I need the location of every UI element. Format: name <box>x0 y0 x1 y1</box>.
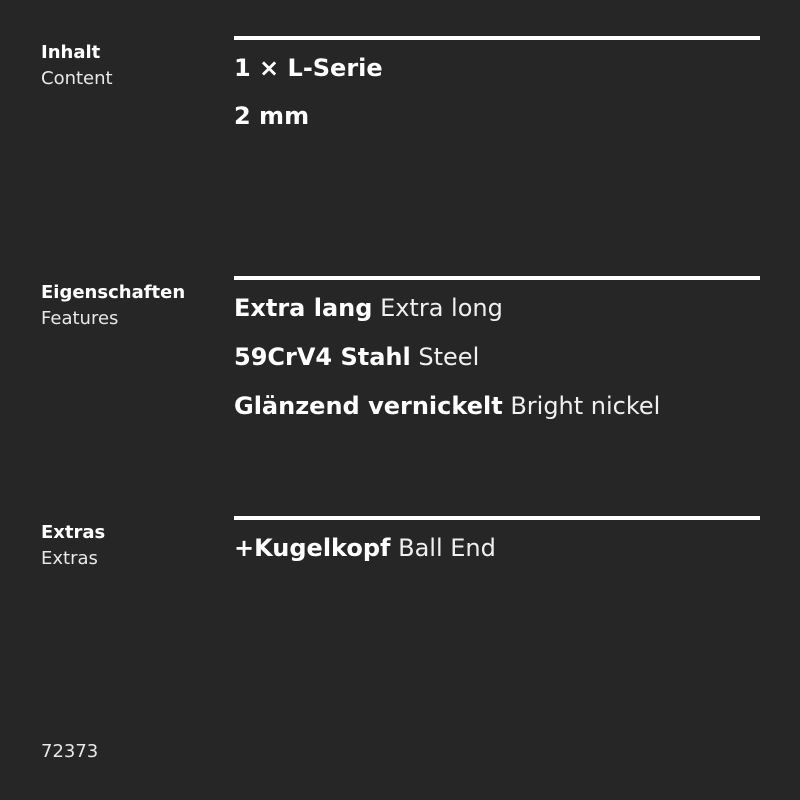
section-divider <box>234 516 760 520</box>
section-label-en: Extras <box>41 548 98 569</box>
section-label-en: Features <box>41 308 119 329</box>
spec-line <box>234 293 503 323</box>
section-label-de: Inhalt <box>41 42 101 63</box>
spec-value-en: Steel <box>418 343 480 371</box>
section-divider <box>234 36 760 40</box>
spec-value-de: 1 × L-Serie <box>234 54 383 82</box>
spec-line <box>234 391 660 421</box>
spec-value-de: 2 mm <box>234 102 310 130</box>
spec-value-de: Glänzend vernickelt <box>234 392 503 420</box>
spec-line <box>234 101 309 131</box>
spec-value-en: Extra long <box>380 294 503 322</box>
spec-value-en: Bright nickel <box>510 392 661 420</box>
section-label-de: Eigenschaften <box>41 282 186 303</box>
spec-line <box>234 342 479 372</box>
section-label-en: Content <box>41 68 113 89</box>
spec-value-en: Ball End <box>398 534 496 562</box>
spec-line <box>234 533 496 563</box>
section-label-de: Extras <box>41 522 106 543</box>
spec-line <box>234 53 383 83</box>
spec-value-de: Extra lang <box>234 294 373 322</box>
spec-value-de: 59CrV4 Stahl <box>234 343 411 371</box>
spec-value-de: +Kugelkopf <box>234 534 391 562</box>
article-number: 72373 <box>41 741 99 762</box>
section-divider <box>234 276 760 280</box>
